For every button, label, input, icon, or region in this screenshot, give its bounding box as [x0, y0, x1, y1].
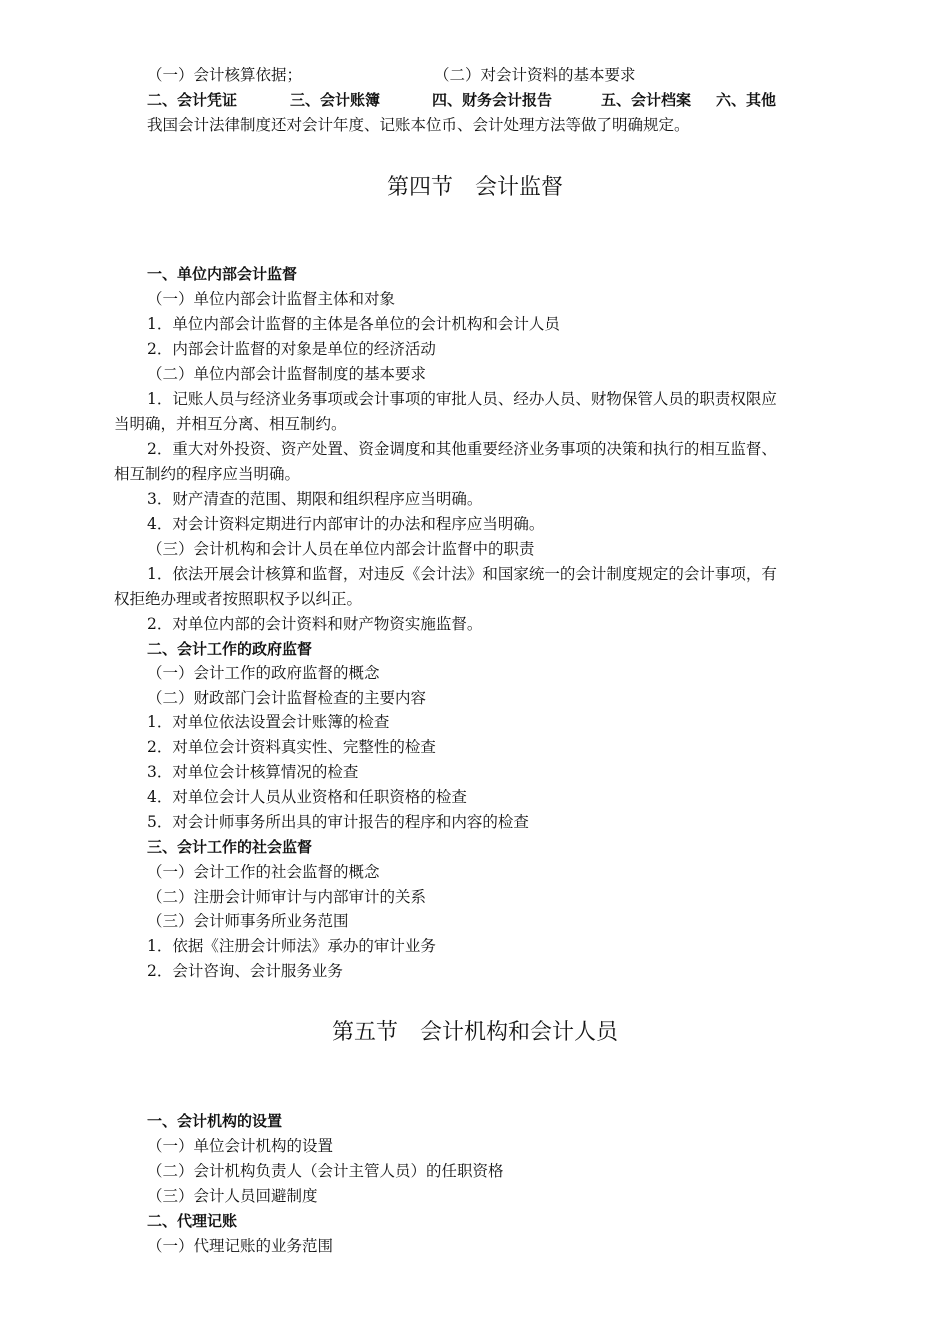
list-item: 1．单位内部会计监督的主体是各单位的会计机构和会计人员 [147, 315, 560, 333]
subsection-heading: （三）会计机构和会计人员在单位内部会计监督中的职责 [147, 540, 535, 558]
list-item: 2．内部会计监督的对象是单位的经济活动 [147, 340, 436, 358]
section-title: 第四节 会计监督 [386, 175, 563, 200]
heading-other: 六、其他 [716, 91, 777, 109]
section-heading: 一、单位内部会计监督 [147, 265, 298, 283]
list-item: 1．记账人员与经济业务事项或会计事项的审批人员、经办人员、财物保管人员的职责权限应 [147, 390, 777, 408]
note-paragraph: 我国会计法律制度还对会计年度、记账本位币、会计处理方法等做了明确规定。 [147, 116, 690, 134]
section-title: 第五节 会计机构和会计人员 [331, 1020, 618, 1045]
basis-item-right: （二）对会计资料的基本要求 [434, 66, 636, 84]
subsection-heading: （二）单位内部会计监督制度的基本要求 [147, 365, 427, 383]
list-item-continuation: 相互制约的程序应当明确。 [114, 465, 301, 483]
section-heading: 二、代理记账 [147, 1212, 238, 1230]
list-item: 2．对单位内部的会计资料和财产物资实施监督。 [147, 615, 483, 633]
subsection-heading: （一）代理记账的业务范围 [147, 1237, 334, 1255]
subsection-heading: （一）会计工作的政府监督的概念 [147, 664, 380, 682]
subsection-heading: （一）单位会计机构的设置 [147, 1137, 334, 1155]
subsection-heading: （一）会计工作的社会监督的概念 [147, 863, 380, 881]
list-item: 1．依法开展会计核算和监督，对违反《会计法》和国家统一的会计制度规定的会计事项，有 [147, 565, 777, 583]
basis-item-left: （一）会计核算依据； [147, 66, 303, 84]
heading-voucher: 二、会计凭证 [147, 91, 238, 109]
list-item: 1．对单位依法设置会计账簿的检查 [147, 713, 390, 731]
subsection-heading: （二）财政部门会计监督检查的主要内容 [147, 689, 427, 707]
section-heading: 三、会计工作的社会监督 [147, 838, 313, 856]
list-item: 2．对单位会计资料真实性、完整性的检查 [147, 738, 436, 756]
subsection-heading: （三）会计人员回避制度 [147, 1187, 318, 1205]
subsection-heading: （三）会计师事务所业务范围 [147, 912, 349, 930]
list-item: 4．对会计资料定期进行内部审计的办法和程序应当明确。 [147, 515, 545, 533]
list-item-continuation: 权拒绝办理或者按照职权予以纠正。 [114, 590, 363, 608]
subsection-heading: （一）单位内部会计监督主体和对象 [147, 290, 396, 308]
list-item: 3．对单位会计核算情况的检查 [147, 763, 359, 781]
list-item-continuation: 当明确，并相互分离、相互制约。 [114, 415, 347, 433]
list-item: 2．会计咨询、会计服务业务 [147, 962, 343, 980]
heading-ledger: 三、会计账簿 [290, 91, 381, 109]
section-heading: 一、会计机构的设置 [147, 1112, 283, 1130]
list-item: 3．财产清查的范围、期限和组织程序应当明确。 [147, 490, 483, 508]
section-heading: 二、会计工作的政府监督 [147, 640, 313, 658]
subsection-heading: （二）注册会计师审计与内部审计的关系 [147, 888, 427, 906]
heading-archives: 五、会计档案 [601, 91, 692, 109]
heading-financial-report: 四、财务会计报告 [432, 91, 553, 109]
list-item: 2．重大对外投资、资产处置、资金调度和其他重要经济业务事项的决策和执行的相互监督、 [147, 440, 777, 458]
list-item: 1．依据《注册会计师法》承办的审计业务 [147, 937, 436, 955]
list-item: 5．对会计师事务所出具的审计报告的程序和内容的检查 [147, 813, 529, 831]
subsection-heading: （二）会计机构负责人（会计主管人员）的任职资格 [147, 1162, 504, 1180]
list-item: 4．对单位会计人员从业资格和任职资格的检查 [147, 788, 467, 806]
